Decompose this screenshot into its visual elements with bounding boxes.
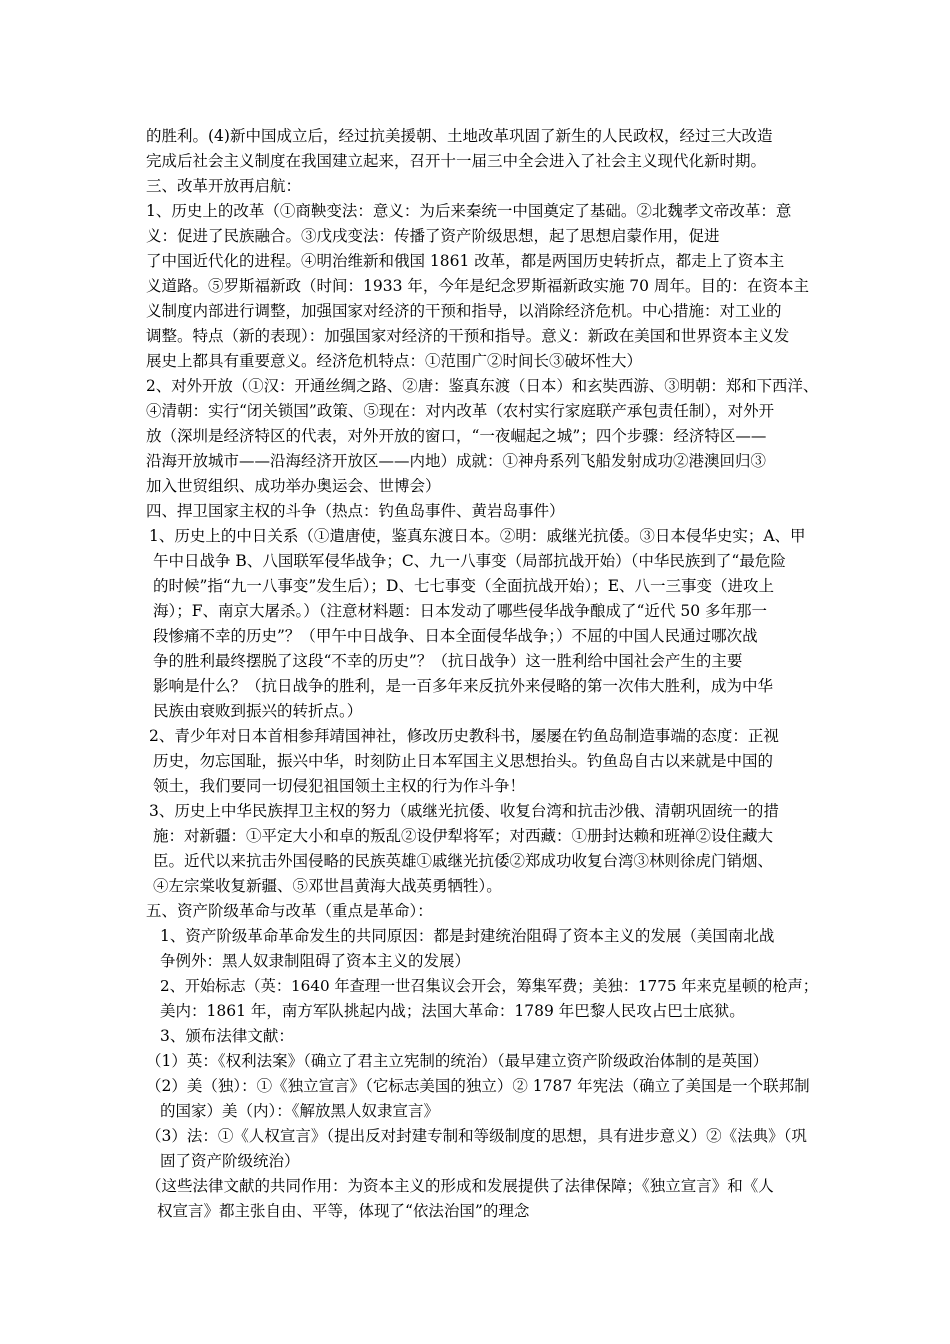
paragraph-line: 加入世贸组织、成功举办奥运会、世博会） bbox=[146, 477, 441, 495]
paragraph-line: ④左宗棠收复新疆、⑤邓世昌黄海大战英勇牺牲）。 bbox=[153, 877, 502, 895]
paragraph-line: 2、开始标志（英：1640 年查理一世召集议会开会，筹集军费；美独：1775 年来克星顿的枪声； bbox=[160, 977, 818, 995]
paragraph-line: 民族由衰败到振兴的转折点。） bbox=[153, 702, 363, 720]
paragraph-line: 争的胜利最终摆脱了这段“不幸的历史”？（抗日战争）这一胜利给中国社会产生的主要 bbox=[153, 652, 743, 670]
section-heading: 四、捍卫国家主权的斗争（热点：钓鱼岛事件、黄岩岛事件） bbox=[146, 502, 565, 520]
paragraph-line: 午中日战争 B、八国联军侵华战争；C、九一八事变（局部抗战开始）（中华民族到了“最危险 bbox=[153, 552, 786, 570]
paragraph-line: 海）；F、南京大屠杀。）（注意材料题：日本发动了哪些侵华战争酿成了“近代 50 多年那一 bbox=[153, 602, 768, 620]
section-heading: 三、改革开放再启航： bbox=[146, 177, 302, 195]
paragraph-line: 3、颁布法律文献： bbox=[160, 1027, 294, 1045]
paragraph-line: 段惨痛不幸的历史”？（甲午中日战争、日本全面侵华战争；）不屈的中国人民通过哪次战 bbox=[153, 627, 758, 645]
paragraph-line: 了中国近代化的进程。④明治维新和俄国 1861 改革，都是两国历史转折点，都走上了资本主 bbox=[146, 252, 785, 270]
paragraph-line: 1、资产阶级革命革命发生的共同原因：都是封建统治阻碍了资本主义的发展（美国南北战 bbox=[160, 927, 775, 945]
paragraph-line: 义道路。⑤罗斯福新政（时间：1933 年，今年是纪念罗斯福新政实施 70 周年。目的：在资本主 bbox=[146, 277, 809, 295]
paragraph-line: 2、青少年对日本首相参拜靖国神社，修改历史教科书，屡屡在钓鱼岛制造事端的态度：正视 bbox=[149, 727, 779, 745]
paragraph-line: 沿海开放城市——沿海经济开放区——内地）成就：①神舟系列飞船发射成功②港澳回归③ bbox=[146, 452, 767, 470]
paragraph-line: 2、对外开放（①汉：开通丝绸之路、②唐：鉴真东渡（日本）和玄奘西游、③明朝：郑和下西洋、 bbox=[146, 377, 819, 395]
paragraph-line: 调整。特点（新的表现）：加强国家对经济的干预和指导。意义：新政在美国和世界资本主义发 bbox=[146, 327, 790, 345]
paragraph-line: 争例外：黑人奴隶制阻碍了资本主义的发展） bbox=[160, 952, 471, 970]
paragraph-line: 完成后社会主义制度在我国建立起来，召开十一届三中全会进入了社会主义现代化新时期。 bbox=[146, 152, 767, 170]
paragraph-line: 义制度内部进行调整，加强国家对经济的干预和指导，以消除经济危机。中心措施：对工业的 bbox=[146, 302, 782, 320]
paragraph-line: （这些法律文献的共同作用：为资本主义的形成和发展提供了法律保障；《独立宣言》和《人 bbox=[146, 1177, 774, 1195]
paragraph-line: 的国家）美（内）：《解放黑人奴隶宣言》 bbox=[160, 1102, 440, 1120]
paragraph-line: 历史，勿忘国耻，振兴中华，时刻防止日本军国主义思想抬头。钓鱼岛自古以来就是中国的 bbox=[153, 752, 774, 770]
paragraph-line: 的胜利。(4)新中国成立后，经过抗美援朝、土地改革巩固了新生的人民政权，经过三大改造 bbox=[146, 127, 773, 145]
paragraph-line: 美内：1861 年，南方军队挑起内战；法国大革命：1789 年巴黎人民攻占巴士底狱。 bbox=[160, 1002, 745, 1020]
paragraph-line: （2）美（独）：①《独立宣言》（它标志美国的独立）② 1787 年宪法（确立了美国是一个联邦制 bbox=[146, 1077, 810, 1095]
paragraph-line: 1、历史上的中日关系（①遣唐使，鉴真东渡日本。②明：戚继光抗倭。③日本侵华史实；A、甲 bbox=[149, 527, 806, 545]
paragraph-line: 义：促进了民族融合。③戊戌变法：传播了资产阶级思想，起了思想启蒙作用，促进 bbox=[146, 227, 720, 245]
section-heading: 五、资产阶级革命与改革（重点是革命）： bbox=[146, 902, 433, 920]
paragraph-line: 施：对新疆：①平定大小和卓的叛乱②设伊犁将军；对西藏：①册封达赖和班禅②设住藏大 bbox=[153, 827, 774, 845]
paragraph-line: 固了资产阶级统治） bbox=[160, 1152, 300, 1170]
paragraph-line: 权宣言》都主张自由、平等，体现了“依法治国”的理念 bbox=[157, 1202, 530, 1220]
paragraph-line: 领土，我们要同一切侵犯祖国领土主权的行为作斗争！ bbox=[153, 777, 526, 795]
paragraph-line: ④清朝：实行“闭关锁国”政策、⑤现在：对内改革（农村实行家庭联产承包责任制），对外开 bbox=[146, 402, 775, 420]
paragraph-line: （3）法：①《人权宣言》（提出反对封建专制和等级制度的思想，具有进步意义）②《法典》（巩 bbox=[146, 1127, 807, 1145]
paragraph-line: 1、历史上的改革（①商鞅变法：意义：为后来秦统一中国奠定了基础。②北魏孝文帝改革：意 bbox=[146, 202, 792, 220]
paragraph-line: 的时候”指“九一八事变”发生后）；D、七七事变（全面抗战开始）；E、八一三事变（进攻上 bbox=[153, 577, 775, 595]
paragraph-line: 放（深圳是经济特区的代表，对外开放的窗口，“一夜崛起之城”；四个步骤：经济特区—— bbox=[146, 427, 767, 445]
paragraph-line: 3、历史上中华民族捍卫主权的努力（戚继光抗倭、收复台湾和抗击沙俄、清朝巩固统一的措 bbox=[149, 802, 779, 820]
paragraph-line: 展史上都具有重要意义。经济危机特点：①范围广②时间长③破坏性大） bbox=[146, 352, 643, 370]
paragraph-line: 影响是什么？（抗日战争的胜利，是一百多年来反抗外来侵略的第一次伟大胜利，成为中华 bbox=[153, 677, 774, 695]
paragraph-line: 臣。近代以来抗击外国侵略的民族英雄①戚继光抗倭②郑成功收复台湾③林则徐虎门销烟、 bbox=[153, 852, 774, 870]
paragraph-line: （1）英：《权利法案》（确立了君主立宪制的统治）（最早建立资产阶级政治体制的是英国） bbox=[146, 1052, 769, 1070]
